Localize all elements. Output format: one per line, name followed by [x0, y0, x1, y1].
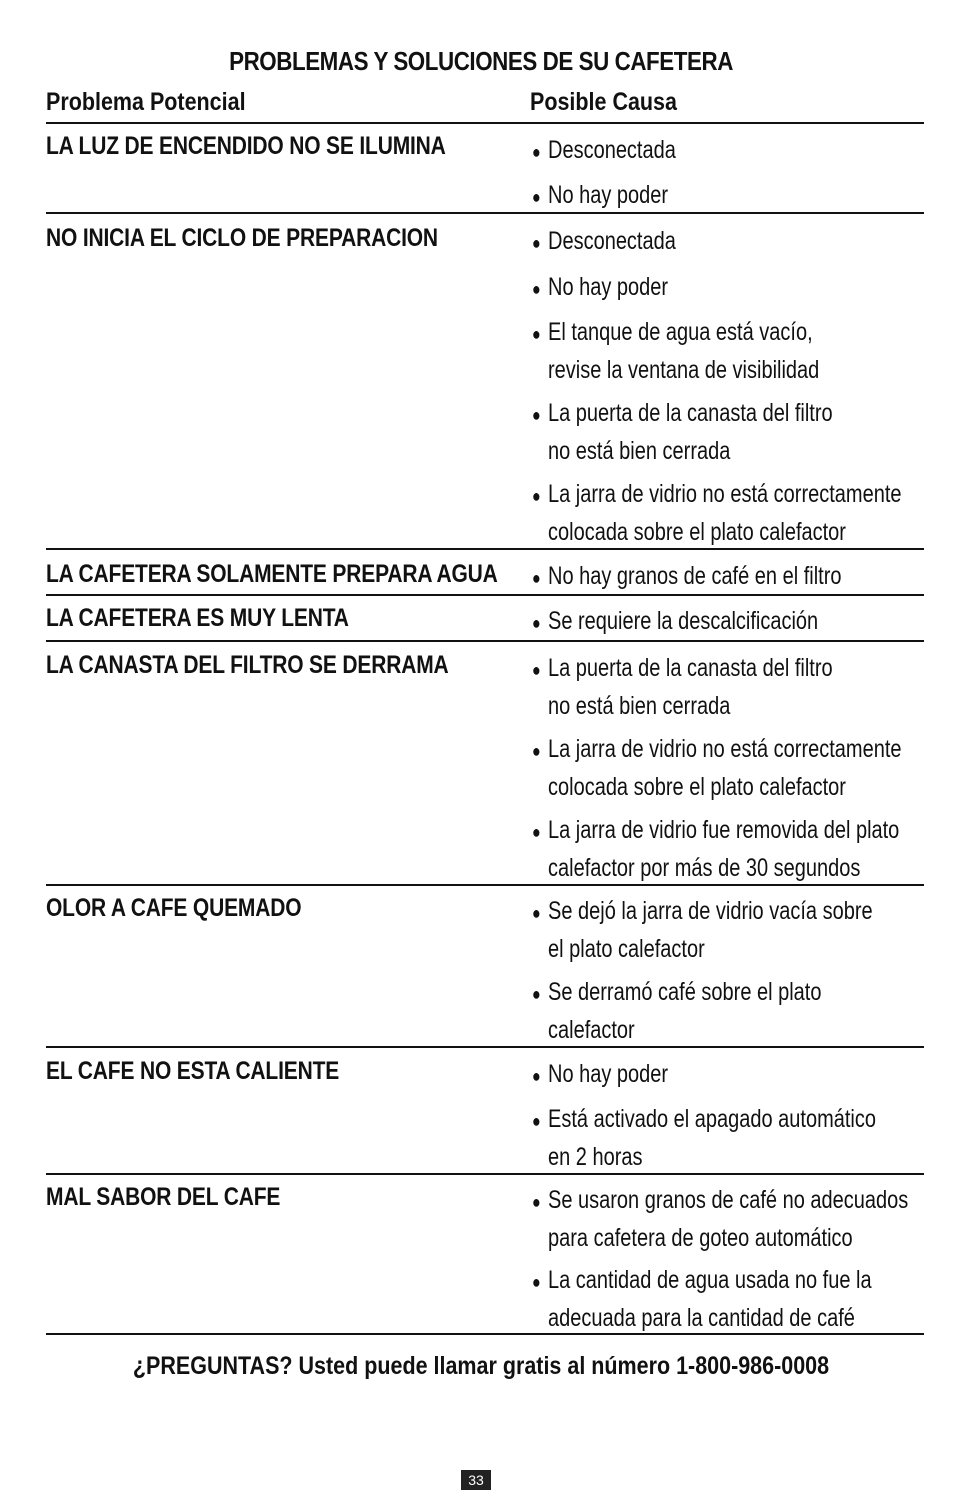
cause-item — [532, 1101, 884, 1175]
cause-text: calefactor — [548, 1016, 635, 1044]
cause-item — [532, 132, 884, 170]
cause-text: no está bien cerrada — [548, 692, 731, 720]
problem-label: NO INICIA EL CICLO DE PREPARACION — [46, 224, 438, 252]
cause-text: No hay poder — [548, 181, 669, 209]
cause-item — [532, 177, 884, 215]
header-divider — [46, 122, 924, 124]
row-divider — [46, 640, 924, 642]
cause-item — [532, 476, 902, 550]
bullet-icon: ● — [532, 984, 541, 1004]
cause-text: Desconectada — [548, 136, 676, 164]
bullet-icon: ● — [532, 324, 541, 344]
cause-text: no está bien cerrada — [548, 437, 731, 465]
bullet-icon: ● — [532, 660, 541, 680]
cause-text: No hay poder — [548, 1060, 669, 1088]
page-number: 33 — [461, 1470, 491, 1490]
bullet-icon: ● — [532, 486, 541, 506]
problem-label: LA CANASTA DEL FILTRO SE DERRAMA — [46, 651, 449, 679]
cause-text: para cafetera de goteo automático — [548, 1224, 853, 1252]
column-header-cause: Posible Causa — [530, 88, 677, 116]
cause-item — [532, 395, 884, 469]
problem-label: LA CAFETERA SOLAMENTE PREPARA AGUA — [46, 560, 498, 588]
cause-text: Desconectada — [548, 227, 676, 255]
cause-item — [532, 812, 900, 886]
bullet-icon: ● — [532, 142, 541, 162]
cause-text: La jarra de vidrio no está correctamente — [548, 735, 902, 763]
cause-text: adecuada para la cantidad de café — [548, 1304, 855, 1332]
cause-text: La jarra de vidrio no está correctamente — [548, 480, 902, 508]
bullet-icon: ● — [532, 568, 541, 588]
cause-item — [532, 650, 884, 724]
row-divider — [46, 594, 924, 596]
row-divider — [46, 884, 924, 886]
cause-item — [532, 893, 884, 967]
cause-text: La puerta de la canasta del filtro — [548, 654, 833, 682]
cause-item — [532, 1262, 884, 1336]
cause-text: revise la ventana de visibilidad — [548, 356, 820, 384]
cause-item — [532, 731, 902, 805]
footer-questions: ¿PREGUNTAS? Usted puede llamar gratis al número 1-800-986-0008 — [132, 1352, 830, 1380]
cause-text: colocada sobre el plato calefactor — [548, 773, 846, 801]
cause-item — [532, 1182, 909, 1256]
cause-item — [532, 1056, 884, 1094]
bullet-icon: ● — [532, 822, 541, 842]
bullet-icon: ● — [532, 1272, 541, 1292]
bullet-icon: ● — [532, 279, 541, 299]
problem-label: LA CAFETERA ES MUY LENTA — [46, 604, 349, 632]
cause-text: calefactor por más de 30 segundos — [548, 854, 861, 882]
cause-text: Se derramó café sobre el plato — [548, 978, 822, 1006]
row-divider — [46, 1046, 924, 1048]
problem-label: LA LUZ DE ENCENDIDO NO SE ILUMINA — [46, 132, 446, 160]
cause-text: Se dejó la jarra de vidrio vacía sobre — [548, 897, 873, 925]
cause-text: La jarra de vidrio fue removida del plato — [548, 816, 900, 844]
problem-label: EL CAFE NO ESTA CALIENTE — [46, 1057, 340, 1085]
bullet-icon: ● — [532, 903, 541, 923]
cause-text: el plato calefactor — [548, 935, 705, 963]
cause-text: Está activado el apagado automático — [548, 1105, 876, 1133]
column-header-problem: Problema Potencial — [46, 88, 246, 116]
cause-item — [532, 314, 884, 388]
row-divider — [46, 1173, 924, 1175]
cause-text: en 2 horas — [548, 1143, 643, 1171]
problem-label: OLOR A CAFE QUEMADO — [46, 894, 302, 922]
problem-label: MAL SABOR DEL CAFE — [46, 1183, 281, 1211]
bullet-icon: ● — [532, 741, 541, 761]
cause-text: La puerta de la canasta del filtro — [548, 399, 833, 427]
cause-text: colocada sobre el plato calefactor — [548, 518, 846, 546]
bullet-icon: ● — [532, 233, 541, 253]
cause-item — [532, 603, 884, 641]
cause-item — [532, 974, 884, 1048]
row-divider — [46, 548, 924, 550]
bullet-icon: ● — [532, 1066, 541, 1086]
row-divider — [46, 212, 924, 214]
cause-item — [532, 558, 884, 596]
cause-text: Se usaron granos de café no adecuados — [548, 1186, 909, 1214]
cause-text: No hay granos de café en el filtro — [548, 562, 842, 590]
cause-text: La cantidad de agua usada no fue la — [548, 1266, 872, 1294]
page-title: PROBLEMAS Y SOLUCIONES DE SU CAFETERA — [229, 46, 733, 76]
cause-text: El tanque de agua está vacío, — [548, 318, 813, 346]
cause-item — [532, 223, 884, 261]
cause-text: No hay poder — [548, 273, 669, 301]
row-divider — [46, 1333, 924, 1335]
bullet-icon: ● — [532, 405, 541, 425]
cause-text: Se requiere la descalcificación — [548, 607, 819, 635]
cause-item — [532, 269, 884, 307]
bullet-icon: ● — [532, 187, 541, 207]
bullet-icon: ● — [532, 1111, 541, 1131]
bullet-icon: ● — [532, 1192, 541, 1212]
bullet-icon: ● — [532, 613, 541, 633]
